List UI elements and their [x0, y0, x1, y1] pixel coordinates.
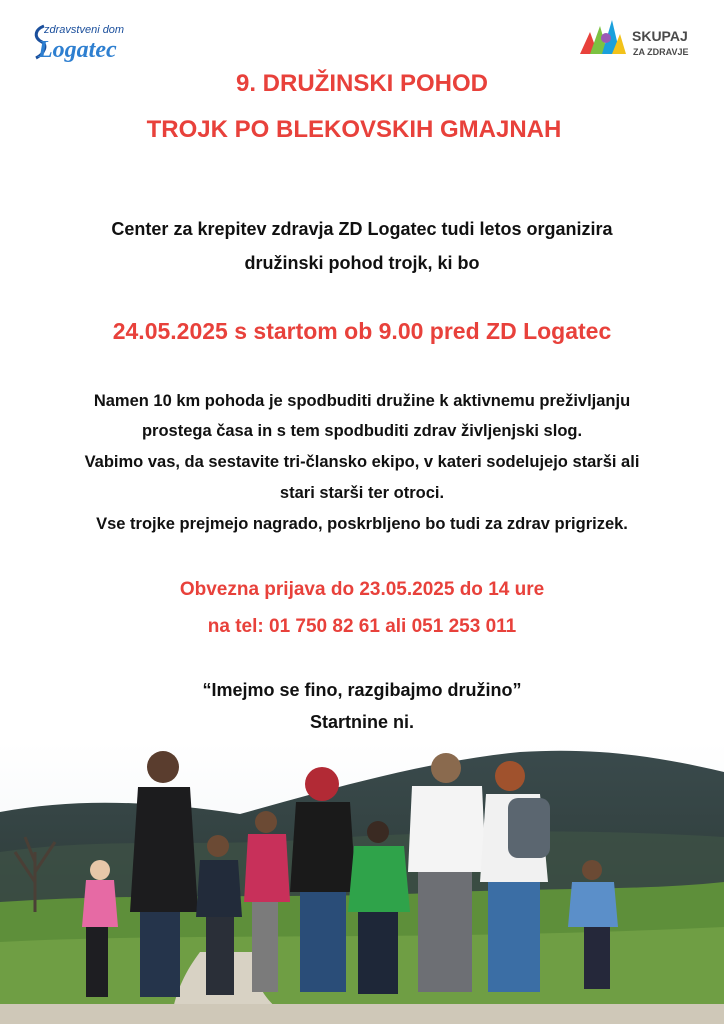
- zd-logatec-logo: [30, 20, 160, 70]
- registration-line1: Obvezna prijava do 23.05.2025 do 14 ure: [179, 579, 545, 600]
- quote-line2: Startnine ni.: [309, 712, 414, 732]
- intro-line1: Center za krepitev zdravja ZD Logatec tudi letos organizira: [111, 219, 613, 239]
- title-line2: TROJK PO BLEKOVSKIH GMAJNAH: [146, 116, 562, 143]
- logo-left-small-text: zdravstveni dom: [44, 24, 125, 36]
- description-line2: prostega časa in s tem spodbuditi zdrav življenjski slog.: [141, 422, 583, 440]
- registration-line2: na tel: 01 750 82 61 ali 051 253 011: [207, 616, 517, 637]
- intro-line2: družinski pohod trojk, ki bo: [244, 253, 480, 273]
- quote-line1: “Imejmo se fino, razgibajmo družino”: [202, 680, 522, 700]
- logo-right-line1: SKUPAJ: [632, 28, 688, 44]
- description-line4: stari starši ter otroci.: [279, 484, 445, 502]
- description-line5: Vse trojke prejmejo nagrado, poskrbljeno bo tudi za zdrav prigrizek.: [96, 515, 628, 533]
- family-walk-photo: [0, 742, 724, 1024]
- description-line3: Vabimo vas, da sestavite tri-člansko ekipo, v kateri sodelujejo starši ali: [84, 453, 640, 471]
- colorful-figures-logo-icon: [576, 18, 628, 60]
- description-line1: Namen 10 km pohoda je spodbuditi družine k aktivnemu preživljanju: [93, 392, 631, 410]
- event-date: 24.05.2025 s startom ob 9.00 pred ZD Logatec: [112, 318, 612, 344]
- logo-right-line2: ZA ZDRAVJE: [633, 47, 689, 57]
- skupaj-za-zdravje-logo: [576, 18, 706, 64]
- title-line1: 9. DRUŽINSKI POHOD: [235, 70, 489, 97]
- logo-left-big-text: Logatec: [38, 37, 117, 63]
